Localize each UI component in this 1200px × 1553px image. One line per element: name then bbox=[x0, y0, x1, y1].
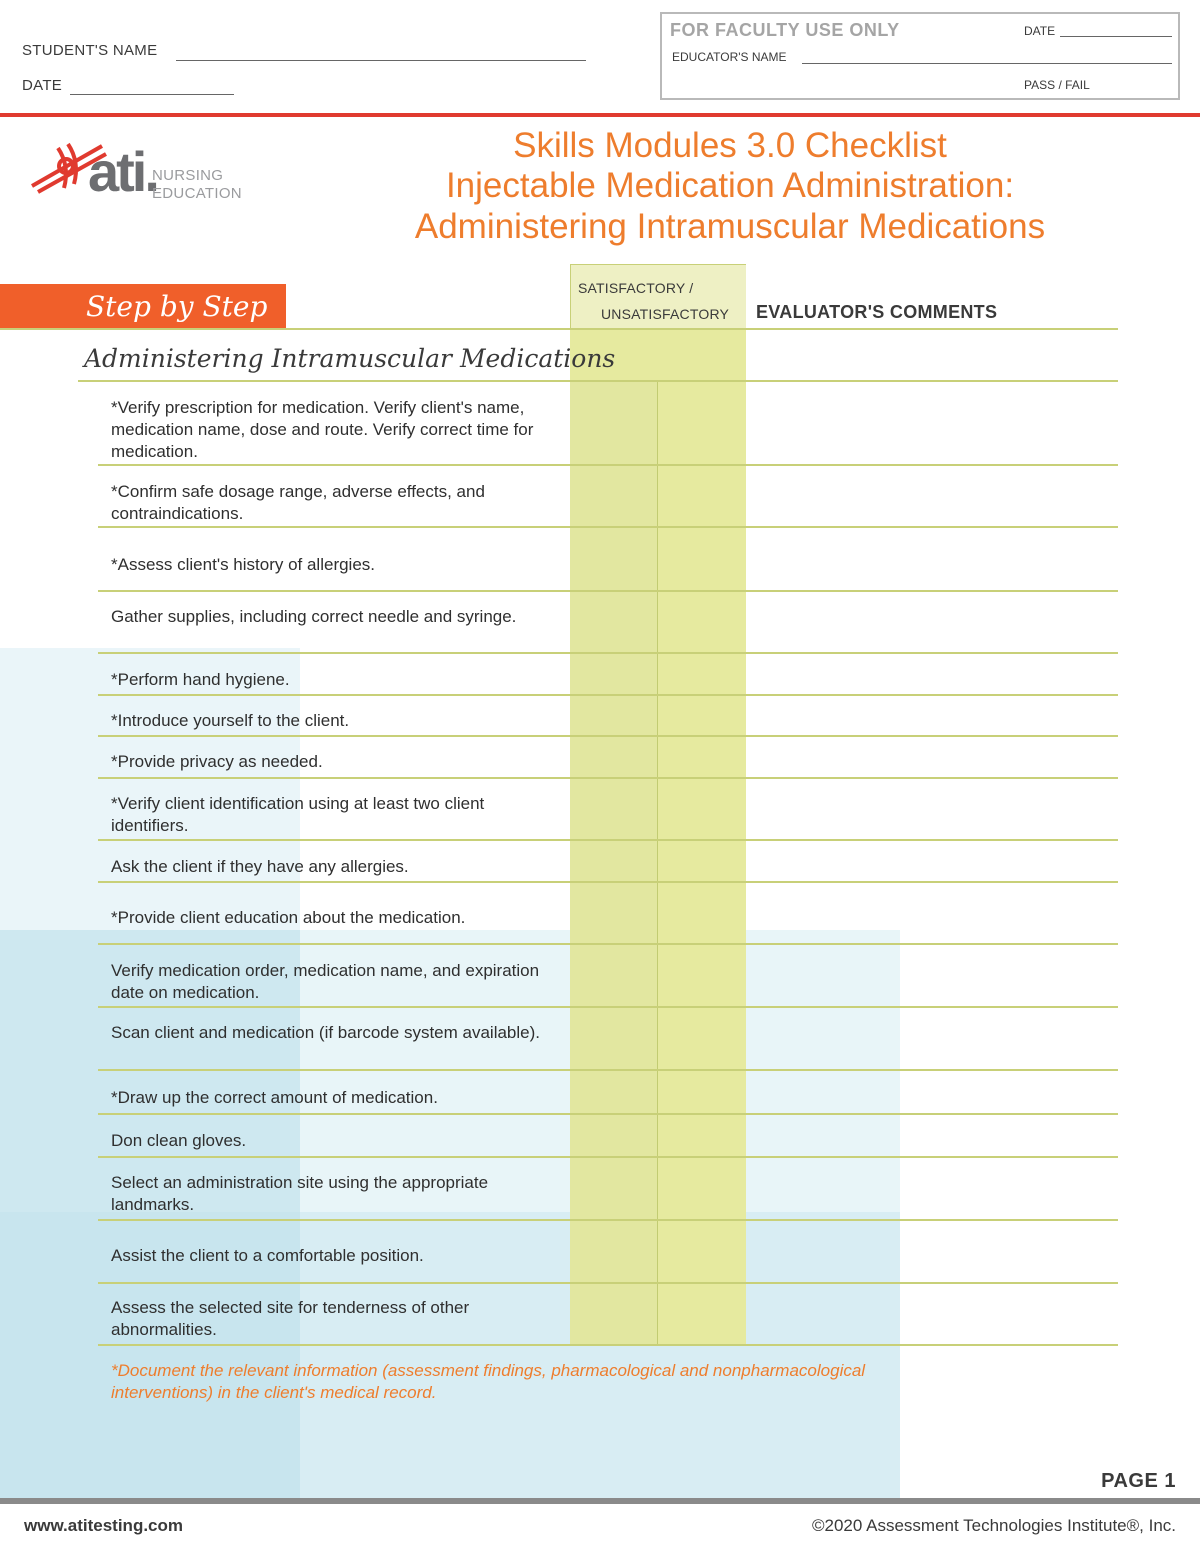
checklist-step: *Draw up the correct amount of medication. bbox=[111, 1088, 438, 1107]
checklist-step: *Introduce yourself to the client. bbox=[111, 711, 350, 730]
checklist-step: Verify medication order, medication name, and expiration date on medication. bbox=[111, 961, 540, 1002]
table-header-rule bbox=[0, 328, 1118, 330]
checklist-step: *Assess client's history of allergies. bbox=[111, 555, 376, 574]
page-subtitle-1: Injectable Medication Administration: bbox=[445, 166, 1015, 205]
section-title: Administering Intramuscular Medications bbox=[84, 344, 616, 373]
row-divider bbox=[98, 839, 1118, 841]
pass-fail-label: PASS / FAIL bbox=[1024, 78, 1090, 92]
row-divider bbox=[98, 1069, 1118, 1071]
page-number: PAGE 1 bbox=[1101, 1470, 1176, 1492]
checklist-step: Assist the client to a comfortable position. bbox=[111, 1246, 424, 1265]
row-divider bbox=[98, 1282, 1118, 1284]
checklist-step: Select an administration site using the appropriate landmarks. bbox=[111, 1173, 489, 1214]
faculty-box bbox=[660, 12, 1180, 100]
checklist-step: Assess the selected site for tenderness of other abnormalities. bbox=[111, 1298, 470, 1339]
row-divider bbox=[98, 1219, 1118, 1221]
date-label: DATE bbox=[22, 77, 63, 94]
checklist-step: Gather supplies, including correct needle and syringe. bbox=[111, 607, 517, 626]
logo-line-2: EDUCATION bbox=[152, 185, 242, 202]
page-subtitle-2: Administering Intramuscular Medications bbox=[414, 207, 1046, 246]
row-divider bbox=[98, 652, 1118, 654]
documentation-footnote: *Document the relevant information (assessment findings, pharmacological and nonpharmacological interventions) in the client's medical record. bbox=[111, 1361, 866, 1402]
date-field[interactable] bbox=[70, 94, 234, 95]
educator-name-field[interactable] bbox=[802, 63, 1172, 64]
footer-rule bbox=[0, 1498, 1200, 1504]
header-divider bbox=[0, 113, 1200, 117]
evaluator-comments-header: EVALUATOR'S COMMENTS bbox=[756, 302, 998, 322]
row-divider bbox=[98, 590, 1118, 592]
checklist-step: Ask the client if they have any allergies. bbox=[111, 857, 409, 876]
checklist-step: Scan client and medication (if barcode system available). bbox=[111, 1023, 540, 1042]
checklist-step: *Verify client identification using at least two client identifiers. bbox=[111, 794, 485, 835]
checklist-step: *Verify prescription for medication. Verify client's name, medication name, dose and route. Verify correct time for medication. bbox=[111, 398, 534, 461]
footer-copyright: ©2020 Assessment Technologies Institute®, Inc. bbox=[812, 1516, 1176, 1535]
row-divider bbox=[98, 881, 1118, 883]
satisfactory-header: SATISFACTORY / bbox=[578, 280, 694, 296]
checklist-step: *Perform hand hygiene. bbox=[111, 670, 290, 689]
faculty-date-label: DATE bbox=[1024, 24, 1056, 38]
satisfactory-subcolumn bbox=[570, 380, 658, 1344]
logo-line-1: NURSING bbox=[152, 167, 224, 184]
unsatisfactory-header: UNSATISFACTORY bbox=[601, 306, 730, 322]
page-title: Skills Modules 3.0 Checklist bbox=[513, 126, 947, 165]
checklist-step: *Confirm safe dosage range, adverse effects, and contraindications. bbox=[111, 482, 485, 523]
educator-name-label: EDUCATOR'S NAME bbox=[672, 50, 787, 64]
checklist-step: *Provide privacy as needed. bbox=[111, 752, 323, 771]
logo-brand: ati. bbox=[88, 140, 157, 203]
faculty-date-field[interactable] bbox=[1060, 36, 1172, 37]
student-name-field[interactable] bbox=[176, 60, 586, 61]
row-divider bbox=[98, 1006, 1118, 1008]
row-divider bbox=[98, 1113, 1118, 1115]
row-divider bbox=[98, 694, 1118, 696]
row-divider bbox=[98, 526, 1118, 528]
row-divider bbox=[98, 777, 1118, 779]
row-divider bbox=[98, 943, 1118, 945]
student-name-label: STUDENT'S NAME bbox=[22, 42, 158, 59]
faculty-title: FOR FACULTY USE ONLY bbox=[670, 20, 900, 40]
row-divider bbox=[98, 735, 1118, 737]
row-divider bbox=[98, 1344, 1118, 1346]
checklist-step: Don clean gloves. bbox=[111, 1131, 247, 1150]
footer-url[interactable]: www.atitesting.com bbox=[24, 1516, 184, 1535]
step-by-step-label: Step by Step bbox=[86, 290, 268, 323]
row-divider bbox=[98, 464, 1118, 466]
ati-logo bbox=[28, 136, 258, 216]
section-rule bbox=[78, 380, 1118, 382]
row-divider bbox=[98, 1156, 1118, 1158]
checklist-step: *Provide client education about the medication. bbox=[111, 908, 466, 927]
